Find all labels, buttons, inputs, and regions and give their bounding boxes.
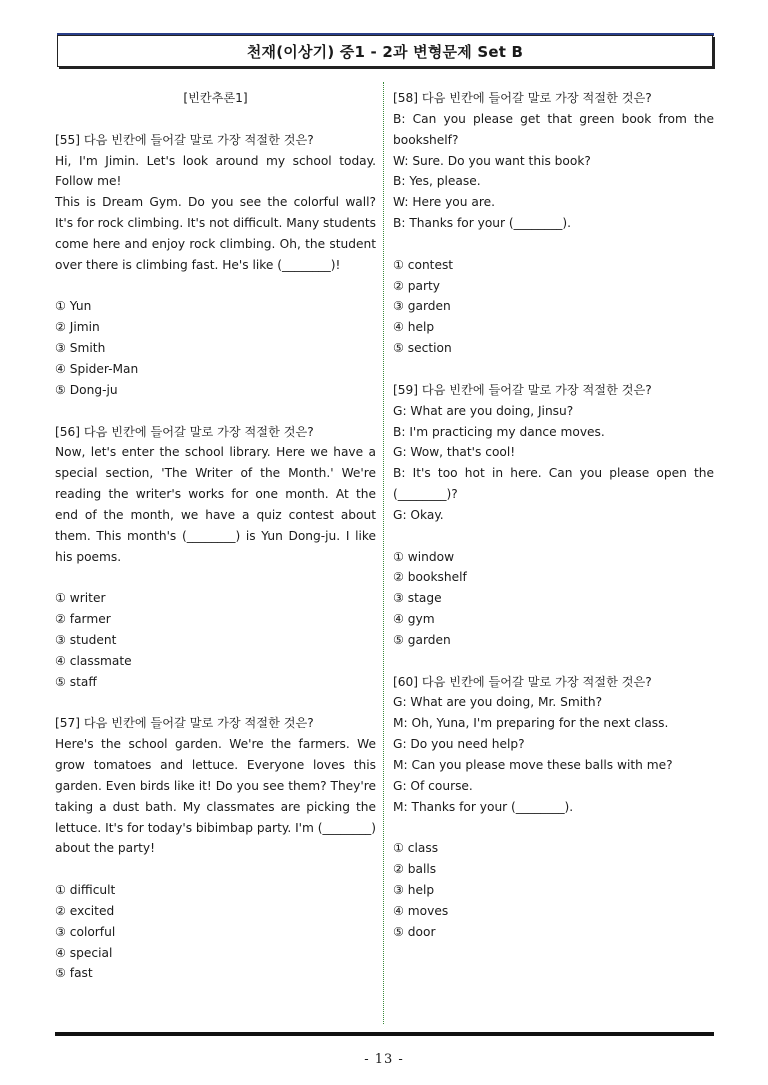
section-title: [빈칸추론1] bbox=[183, 91, 248, 105]
choice-3[interactable]: ③ stage bbox=[393, 591, 442, 606]
right-column bbox=[393, 88, 714, 943]
choice-5[interactable]: ⑤ staff bbox=[55, 674, 97, 689]
question-55 bbox=[55, 130, 376, 401]
page-header bbox=[57, 35, 713, 67]
dialogue-line: G: Of course. bbox=[393, 778, 473, 793]
choice-1[interactable]: ① Yun bbox=[55, 299, 92, 314]
page-title: 천재(이상기) 중1 - 2과 변형문제 Set B bbox=[246, 42, 524, 61]
column-divider bbox=[383, 82, 384, 1024]
dialogue-line: G: Wow, that's cool! bbox=[393, 445, 516, 460]
question-56 bbox=[55, 422, 376, 693]
choice-3[interactable]: ③ Smith bbox=[55, 341, 106, 356]
choice-5[interactable]: ⑤ garden bbox=[393, 632, 451, 647]
dialogue-line: W: Here you are. bbox=[393, 195, 495, 210]
choice-5[interactable]: ⑤ section bbox=[393, 341, 452, 356]
choice-5[interactable]: ⑤ fast bbox=[55, 966, 93, 981]
choice-4[interactable]: ④ help bbox=[393, 320, 435, 335]
question-passage bbox=[55, 151, 376, 276]
choice-4[interactable]: ④ classmate bbox=[55, 653, 132, 668]
choice-5[interactable]: ⑤ Dong-ju bbox=[55, 382, 118, 397]
choice-2[interactable]: ② bookshelf bbox=[393, 570, 467, 585]
dialogue-line: G: Okay. bbox=[393, 507, 444, 522]
dialogue-line: M: Can you please move these balls with me? bbox=[393, 758, 673, 772]
page-number: - 13 - bbox=[364, 1052, 404, 1067]
dialogue-line: B: Yes, please. bbox=[393, 174, 481, 189]
choice-1[interactable]: ① difficult bbox=[55, 883, 116, 898]
question-title: [59] 다음 빈칸에 들어갈 말로 가장 적절한 것은? bbox=[393, 382, 652, 397]
question-passage: Here's the school garden. We're the farmers. We grow tomatoes and lettuce. Everyone loves this garden. Even birds like it! Do you see them? They're taking a dust bath. My classmates are picking the lettuce. It's for today's bibimbap party. I'm (________) about the party! bbox=[55, 737, 377, 856]
choice-2[interactable]: ② Jimin bbox=[55, 320, 100, 335]
left-column bbox=[55, 88, 376, 984]
choice-3[interactable]: ③ garden bbox=[393, 299, 451, 314]
question-title: [57] 다음 빈칸에 들어갈 말로 가장 적절한 것은? bbox=[55, 716, 314, 731]
choice-5[interactable]: ⑤ door bbox=[393, 924, 436, 939]
choice-1[interactable]: ① window bbox=[393, 549, 455, 564]
choice-1[interactable]: ① class bbox=[393, 841, 439, 856]
choice-2[interactable]: ② farmer bbox=[55, 612, 111, 627]
choice-2[interactable]: ② excited bbox=[55, 903, 115, 918]
dialogue-line: B: It's too hot in here. Can you please open the (________)? bbox=[393, 466, 714, 502]
choice-2[interactable]: ② party bbox=[393, 278, 441, 293]
question-title: [55] 다음 빈칸에 들어갈 말로 가장 적절한 것은? bbox=[55, 132, 314, 147]
dialogue-line: M: Thanks for your (________). bbox=[393, 799, 574, 814]
dialogue-line: M: Oh, Yuna, I'm preparing for the next class. bbox=[393, 716, 669, 731]
dialogue-line: W: Sure. Do you want this book? bbox=[393, 153, 591, 168]
choice-4[interactable]: ④ special bbox=[55, 945, 113, 960]
choice-3[interactable]: ③ help bbox=[393, 883, 435, 898]
choice-1[interactable]: ① contest bbox=[393, 257, 454, 272]
question-59 bbox=[393, 380, 714, 651]
choice-3[interactable]: ③ student bbox=[55, 632, 117, 647]
dialogue-line: G: Do you need help? bbox=[393, 737, 525, 752]
choice-4[interactable]: ④ moves bbox=[393, 903, 449, 918]
dialogue-line: G: What are you doing, Jinsu? bbox=[393, 403, 574, 418]
footer-rule bbox=[55, 1032, 714, 1036]
choice-2[interactable]: ② balls bbox=[393, 862, 437, 877]
passage-line: This is Dream Gym. Do you see the colorful wall? It's for rock climbing. It's not difficult. Many students come here and enjoy rock climbing. Oh, the student over there is climbing fast. He's like (________)! bbox=[55, 195, 376, 272]
question-title: [56] 다음 빈칸에 들어갈 말로 가장 적절한 것은? bbox=[55, 424, 314, 439]
dialogue-line: B: Thanks for your (________). bbox=[393, 216, 572, 231]
question-passage: Now, let's enter the school library. Here we have a special section, 'The Writer of the Month.' We're reading the writer's works for one month. At the end of the month, we have a quiz contest about them. This month's (________) is Yun Dong-ju. I like his poems. bbox=[55, 445, 376, 564]
passage-line: Hi, I'm Jimin. Let's look around my school today. Follow me! bbox=[55, 153, 376, 189]
question-title: [60] 다음 빈칸에 들어갈 말로 가장 적절한 것은? bbox=[393, 674, 652, 689]
choice-4[interactable]: ④ gym bbox=[393, 612, 435, 627]
dialogue-line: B: Can you please get that green book from the bookshelf? bbox=[393, 111, 714, 147]
choice-3[interactable]: ③ colorful bbox=[55, 924, 116, 939]
choice-4[interactable]: ④ Spider-Man bbox=[55, 361, 139, 376]
question-57 bbox=[55, 713, 376, 984]
question-title: [58] 다음 빈칸에 들어갈 말로 가장 적절한 것은? bbox=[393, 91, 652, 105]
question-60 bbox=[393, 672, 714, 943]
choice-1[interactable]: ① writer bbox=[55, 591, 106, 606]
dialogue-line: B: I'm practicing my dance moves. bbox=[393, 424, 605, 439]
question-58 bbox=[393, 88, 714, 359]
dialogue-line: G: What are you doing, Mr. Smith? bbox=[393, 695, 603, 710]
